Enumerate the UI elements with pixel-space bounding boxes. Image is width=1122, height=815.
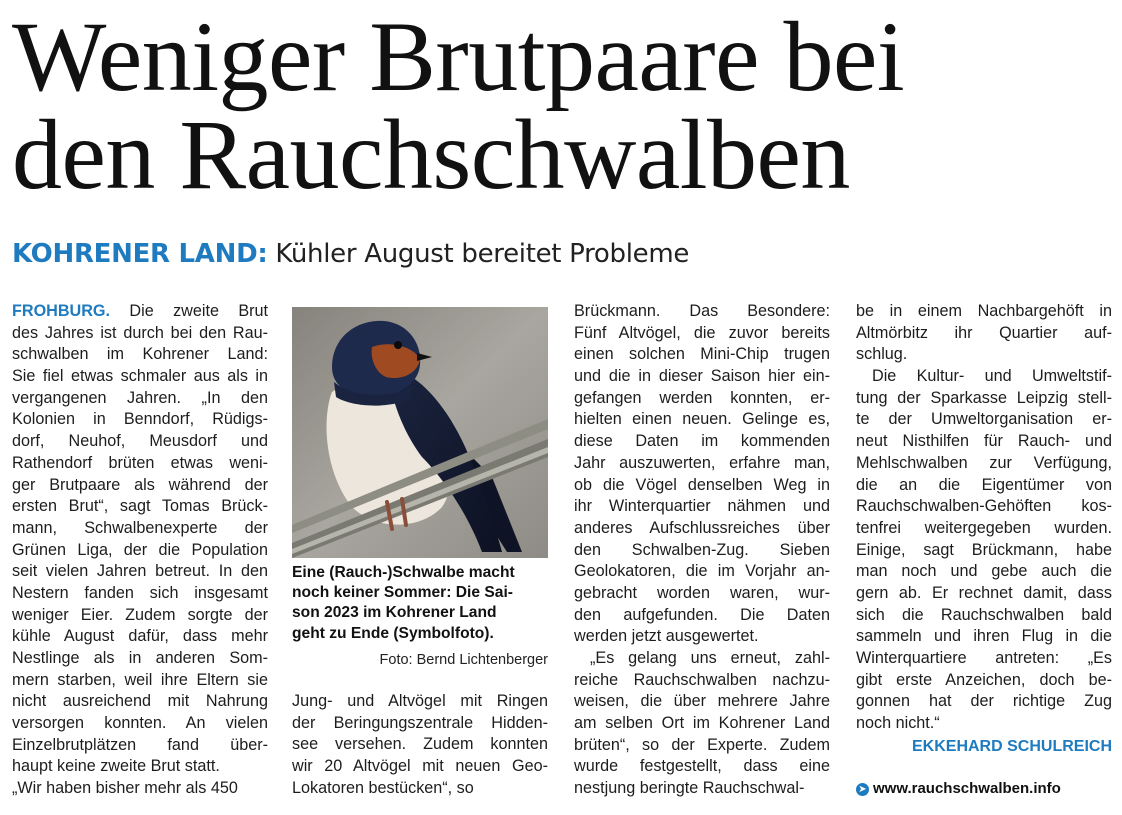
text-line: der Beringungszentrale Hidden- <box>292 713 548 732</box>
text-line: werden jetzt ausgewertet. <box>574 627 759 646</box>
text-line: kühle August dafür, dass mehr <box>12 627 268 646</box>
caption-line: son 2023 im Kohrener Land <box>292 604 497 622</box>
text-line-content: Die zweite Brut <box>129 302 268 320</box>
text-line: te der Umweltorganisation er- <box>856 410 1112 429</box>
text-line: ger Brutpaare als während der <box>12 475 268 494</box>
text-line: wurde festgestellt, dass eine <box>574 757 830 776</box>
text-line: Einige, sagt Brückmann, habe <box>856 540 1112 559</box>
text-line: vergangenen Jahren. „In den <box>12 388 268 407</box>
text-line: dorf, Neuhof, Meusdorf und <box>12 432 268 451</box>
text-line <box>12 301 268 323</box>
caption-line: Eine (Rauch-)Schwalbe macht <box>292 564 515 581</box>
text-line: reiche Rauchschwalben nachzu- <box>574 670 830 689</box>
text-line: wir 20 Altvögel mit neuen Geo- <box>292 757 548 776</box>
dateline: FROHBURG. <box>12 302 111 320</box>
text-line: sich die Rauchschwalben bald <box>856 605 1112 624</box>
text-line: Mehlschwalben zur Verfügung, <box>856 453 1112 472</box>
photo-caption <box>292 563 548 644</box>
text-line: die an die Eigentümer von <box>856 475 1112 494</box>
photo-credit: Foto: Bernd Lichtenberger <box>379 652 548 668</box>
subheadline-kicker: KOHRENER LAND: <box>12 239 268 269</box>
text-line: Jahr auszuwerten, erfahre man, <box>574 453 830 472</box>
text-line: be in einem Nachbargehöft in <box>856 302 1112 320</box>
text-line: gern ab. Er rechnet damit, dass <box>856 583 1112 602</box>
text-line: mann, Schwalbenexperte der <box>12 518 268 537</box>
article-column-1 <box>12 301 268 800</box>
text-line: Kolonien in Benndorf, Rüdigs- <box>12 410 268 429</box>
text-line: Nestern fanden sich insgesamt <box>12 583 268 602</box>
headline <box>12 1 1112 210</box>
text-line: tenfrei weitergegeben wurden. <box>856 518 1112 537</box>
text-line: versorgen konnten. An vielen <box>12 714 268 733</box>
text-line: diese Daten im kommenden <box>574 432 830 451</box>
text-line: Rauchschwalben-Gehöften kos- <box>856 497 1112 516</box>
text-line: man noch und gebe auch die <box>856 562 1112 581</box>
headline-line-2: den Rauchschwalben <box>12 99 850 210</box>
text-line: gonnen hat der richtige Zug <box>856 692 1112 711</box>
text-line: neut Nisthilfen für Rauch- und <box>856 432 1112 451</box>
text-line: „Wir haben bisher mehr als 450 <box>12 779 238 798</box>
text-line: noch nicht.“ <box>856 714 940 733</box>
author: EKKEHARD SCHULREICH <box>911 738 1112 755</box>
article-column-4 <box>856 301 1112 735</box>
website-link-text[interactable]: www.rauchschwalben.info <box>873 780 1061 797</box>
text-line: Lokatoren bestücken“, so <box>292 778 474 797</box>
subheadline-text: Kühler August bereitet Probleme <box>275 239 690 269</box>
text-line: see versehen. Zudem konnten <box>292 735 548 754</box>
text-line: den Schwalben-Zug. Sieben <box>574 540 830 559</box>
text-line: schwalben im Kohrener Land: <box>12 345 268 364</box>
text-line: ihr Winterquartier nähmen und <box>574 497 830 516</box>
text-line: ob die Vögel denselben Weg in <box>574 475 830 494</box>
website-link[interactable] <box>856 779 1112 799</box>
text-line: tung der Sparkasse Leipzig stell- <box>856 388 1112 407</box>
text-line: sammeln und ihren Flug in die <box>856 627 1112 646</box>
text-line: einen solchen Mini-Chip trugen <box>574 345 830 364</box>
text-line: brüten“, so der Experte. Zudem <box>574 735 830 754</box>
text-line: weniger Eier. Zudem sorgte der <box>12 605 268 624</box>
text-line: anderes Aufschlussreiches über <box>574 518 830 537</box>
text-line: mern starben, weil ihre Eltern sie <box>12 670 268 689</box>
text-line: Altmörbitz ihr Quartier auf- <box>856 323 1112 342</box>
text-line: den aufgefunden. Die Daten <box>574 605 830 624</box>
text-line: und die in dieser Saison hier ein- <box>574 367 830 386</box>
text-line: des Jahres ist durch bei den Rau- <box>12 323 268 342</box>
text-line: Brückmann. Das Besondere: <box>574 302 830 320</box>
caption-line: geht zu Ende (Symbolfoto). <box>292 624 494 642</box>
text-line: hielten einen neuen. Gelinge es, <box>574 410 830 429</box>
caption-line: noch keiner Sommer: Die Sai- <box>292 584 513 602</box>
text-line: Jung- und Altvögel mit Ringen <box>292 692 548 710</box>
headline-line-1: Weniger Brutpaare bei <box>12 1 905 112</box>
article-column-2 <box>292 691 548 799</box>
text-line: „Es gelang uns erneut, zahl- <box>590 649 830 667</box>
text-line: haupt keine zweite Brut statt. <box>12 757 220 776</box>
text-line: gebracht worden waren, wur- <box>574 583 830 602</box>
text-line: Rathendorf brüten etwas weni- <box>12 453 268 472</box>
text-line: Grünen Liga, der die Population <box>12 540 268 559</box>
text-line: Winterquartiere antreten: „Es <box>856 649 1112 667</box>
article-column-3 <box>574 301 830 800</box>
text-line: nicht ausreichend mit Nahrung <box>12 692 268 711</box>
arrow-right-icon: ➤ <box>856 783 869 796</box>
text-line: schlug. <box>856 345 908 364</box>
text-line: gibt erste Anzeichen, doch be- <box>856 670 1112 689</box>
text-line: ersten Brut“, sagt Tomas Brück- <box>12 497 268 516</box>
text-line: nestjung beringte Rauchschwal- <box>574 779 805 798</box>
text-line: Einzelbrutplätzen fand über- <box>12 735 268 754</box>
text-line: Sie fiel etwas schmaler aus als in <box>12 367 268 386</box>
swallow-photo <box>292 307 548 558</box>
text-line: Nestlinge als in anderen Som- <box>12 649 268 667</box>
text-line: seit vielen Jahren betreut. In den <box>12 562 268 581</box>
text-line: weisen, die über mehrere Jahre <box>574 692 830 711</box>
text-line: am selben Ort im Kohrener Land <box>574 714 830 733</box>
text-line: gefangen werden konnten, er- <box>574 388 830 407</box>
subheadline <box>12 236 689 272</box>
text-line: Fünf Altvögel, die zuvor bereits <box>574 323 830 342</box>
text-line: Geolokatoren, die im Vorjahr an- <box>574 562 830 581</box>
text-line: Die Kultur- und Umweltstif- <box>872 367 1112 386</box>
